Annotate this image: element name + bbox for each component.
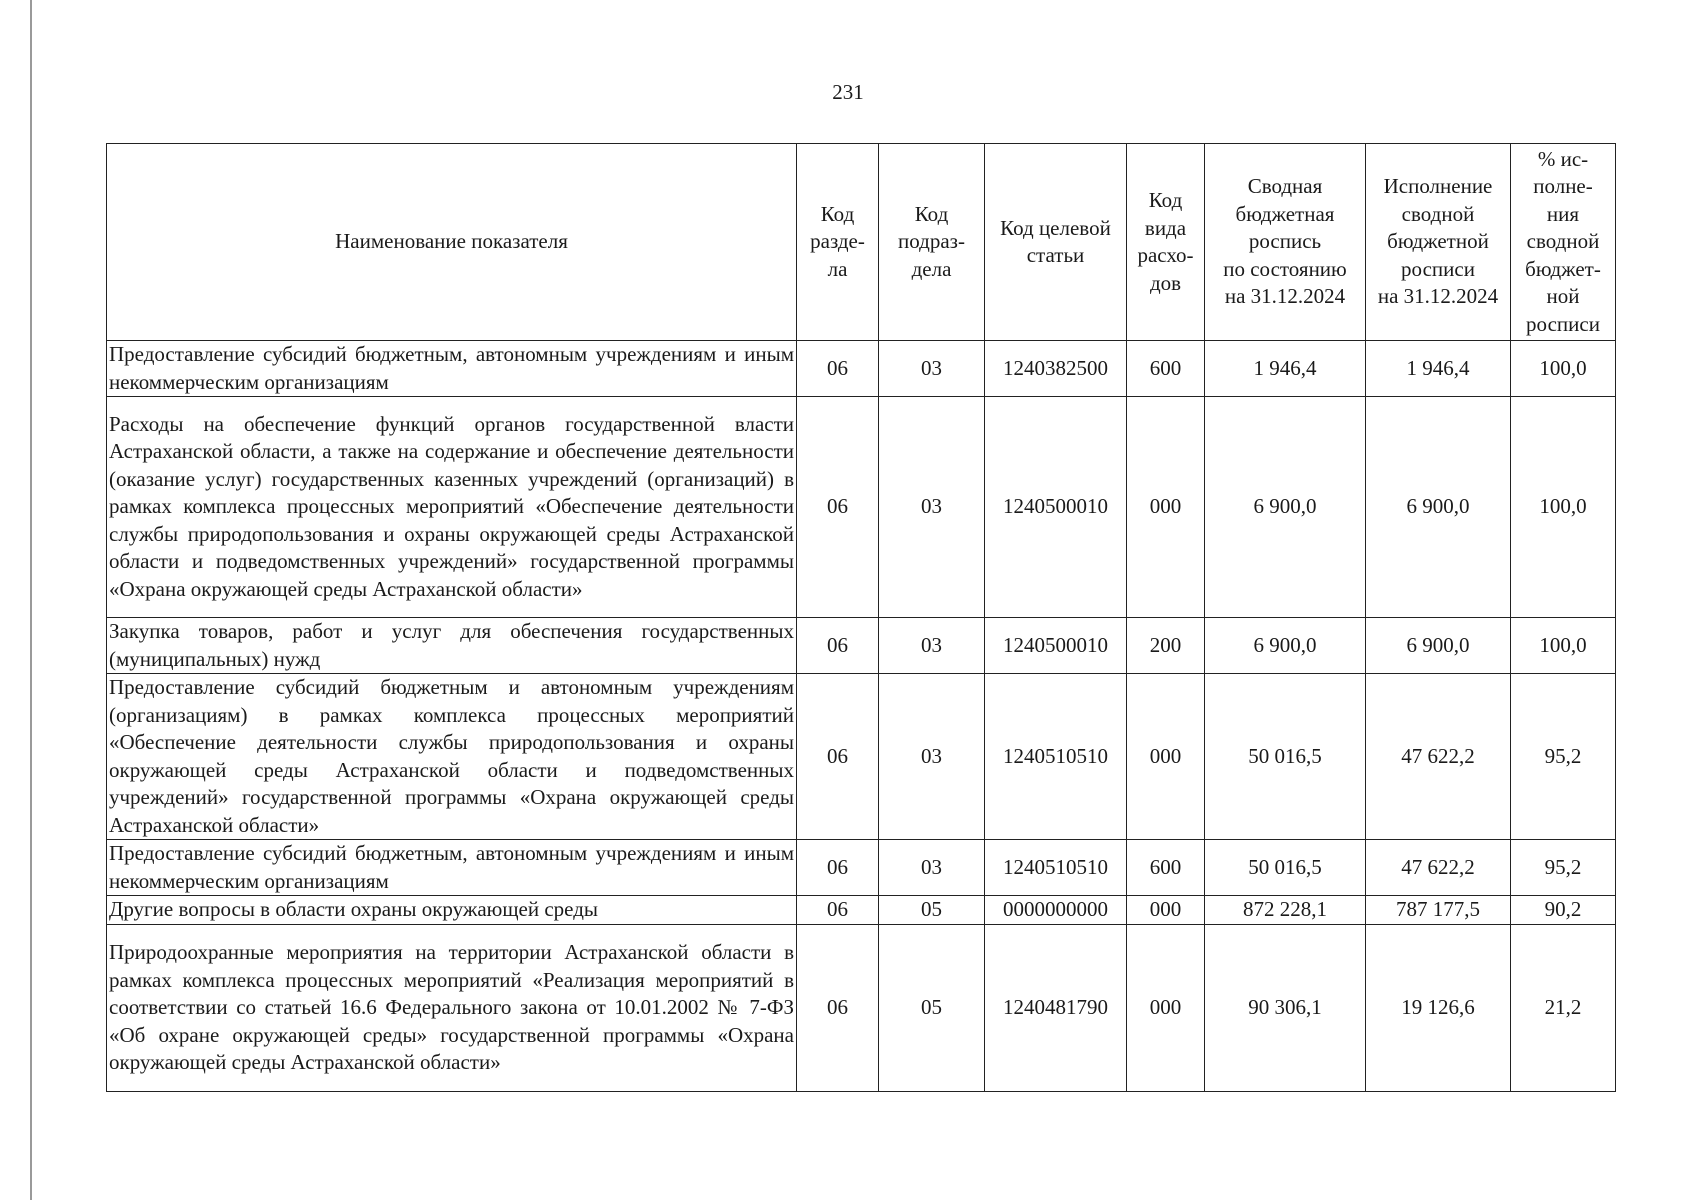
cell-target-article: 1240382500 (985, 341, 1127, 397)
table-row (107, 674, 1616, 840)
cell-razdel: 06 (797, 674, 879, 840)
table-row (107, 397, 1616, 618)
cell-plan: 90 306,1 (1205, 925, 1366, 1092)
cell-expense-type: 600 (1127, 341, 1205, 397)
cell-razdel: 06 (797, 618, 879, 674)
cell-razdel: 06 (797, 925, 879, 1092)
cell-fact: 1 946,4 (1366, 341, 1511, 397)
cell-name: Закупка товаров, работ и услуг для обеспечения государственных (муниципальных) нужд (107, 618, 797, 674)
cell-fact: 47 622,2 (1366, 840, 1511, 896)
page-number: 231 (832, 80, 864, 104)
cell-fact: 47 622,2 (1366, 674, 1511, 840)
cell-name: Другие вопросы в области охраны окружающей среды (107, 896, 797, 925)
cell-fact: 6 900,0 (1366, 618, 1511, 674)
table-row (107, 618, 1616, 674)
cell-fact: 787 177,5 (1366, 896, 1511, 925)
cell-podrazdel: 05 (879, 925, 985, 1092)
cell-expense-type: 000 (1127, 896, 1205, 925)
cell-percent: 100,0 (1511, 341, 1616, 397)
scan-edge-line (30, 0, 32, 1200)
cell-expense-type: 000 (1127, 925, 1205, 1092)
cell-name: Расходы на обеспечение функций органов государственной власти Астраханской области, а также на содержание и обеспечение деятельности (оказание услуг) государственных казенных учреждений (организаций) в рамках комплекса процессных мероприятий «Обеспечение деятельности службы природопользования и охраны окружающей среды Астраханской области и подведомственных учреждений» государственной программы «Охрана окружающей среды Астраханской области» (107, 397, 797, 618)
header-target-article: Код целевой статьи (985, 144, 1127, 341)
cell-target-article: 1240510510 (985, 674, 1127, 840)
cell-podrazdel: 03 (879, 618, 985, 674)
cell-razdel: 06 (797, 840, 879, 896)
header-fact: Исполнение сводной бюджетной росписи на 31.12.2024 (1366, 144, 1511, 341)
cell-razdel: 06 (797, 896, 879, 925)
cell-plan: 872 228,1 (1205, 896, 1366, 925)
cell-name: Предоставление субсидий бюджетным, автономным учреждениям и иным некоммерческим организациям (107, 840, 797, 896)
cell-plan: 6 900,0 (1205, 618, 1366, 674)
cell-percent: 95,2 (1511, 674, 1616, 840)
cell-percent: 90,2 (1511, 896, 1616, 925)
cell-target-article: 1240510510 (985, 840, 1127, 896)
header-percent: % ис- полне- ния сводной бюджет- ной росписи (1511, 144, 1616, 341)
cell-target-article: 1240500010 (985, 618, 1127, 674)
cell-name: Предоставление субсидий бюджетным, автономным учреждениям и иным некоммерческим организациям (107, 341, 797, 397)
cell-plan: 50 016,5 (1205, 674, 1366, 840)
cell-podrazdel: 05 (879, 896, 985, 925)
table-row (107, 840, 1616, 896)
cell-target-article: 0000000000 (985, 896, 1127, 925)
cell-podrazdel: 03 (879, 674, 985, 840)
cell-percent: 100,0 (1511, 397, 1616, 618)
cell-name: Предоставление субсидий бюджетным и автономным учреждениям (организациям) в рамках комплекса процессных мероприятий «Обеспечение деятельности службы природопользования и охраны окружающей среды Астраханской области и подведомственных учреждений» государственной программы «Охрана окружающей среды Астраханской области» (107, 674, 797, 840)
table-row (107, 925, 1616, 1092)
table-row (107, 896, 1616, 925)
cell-fact: 6 900,0 (1366, 397, 1511, 618)
cell-razdel: 06 (797, 341, 879, 397)
header-name: Наименование показателя (107, 144, 797, 341)
cell-plan: 1 946,4 (1205, 341, 1366, 397)
cell-podrazdel: 03 (879, 840, 985, 896)
cell-plan: 50 016,5 (1205, 840, 1366, 896)
cell-podrazdel: 03 (879, 341, 985, 397)
cell-percent: 100,0 (1511, 618, 1616, 674)
table-row (107, 341, 1616, 397)
cell-expense-type: 200 (1127, 618, 1205, 674)
header-podrazdel: Код подраз- дела (879, 144, 985, 341)
cell-target-article: 1240500010 (985, 397, 1127, 618)
cell-name: Природоохранные мероприятия на территории Астраханской области в рамках комплекса процессных мероприятий «Реализация мероприятий в соответствии со статьей 16.6 Федерального закона от 10.01.2002 № 7-ФЗ «Об охране окружающей среды» государственной программы «Охрана окружающей среды Астраханской области» (107, 925, 797, 1092)
cell-plan: 6 900,0 (1205, 397, 1366, 618)
cell-percent: 21,2 (1511, 925, 1616, 1092)
cell-razdel: 06 (797, 397, 879, 618)
table-header-row (107, 144, 1616, 341)
cell-expense-type: 600 (1127, 840, 1205, 896)
cell-target-article: 1240481790 (985, 925, 1127, 1092)
header-razdel: Код разде- ла (797, 144, 879, 341)
cell-percent: 95,2 (1511, 840, 1616, 896)
cell-expense-type: 000 (1127, 674, 1205, 840)
budget-execution-table (106, 143, 1616, 1092)
cell-expense-type: 000 (1127, 397, 1205, 618)
header-expense-type: Код вида расхо- дов (1127, 144, 1205, 341)
header-plan: Сводная бюджетная роспись по состоянию на 31.12.2024 (1205, 144, 1366, 341)
cell-podrazdel: 03 (879, 397, 985, 618)
cell-fact: 19 126,6 (1366, 925, 1511, 1092)
